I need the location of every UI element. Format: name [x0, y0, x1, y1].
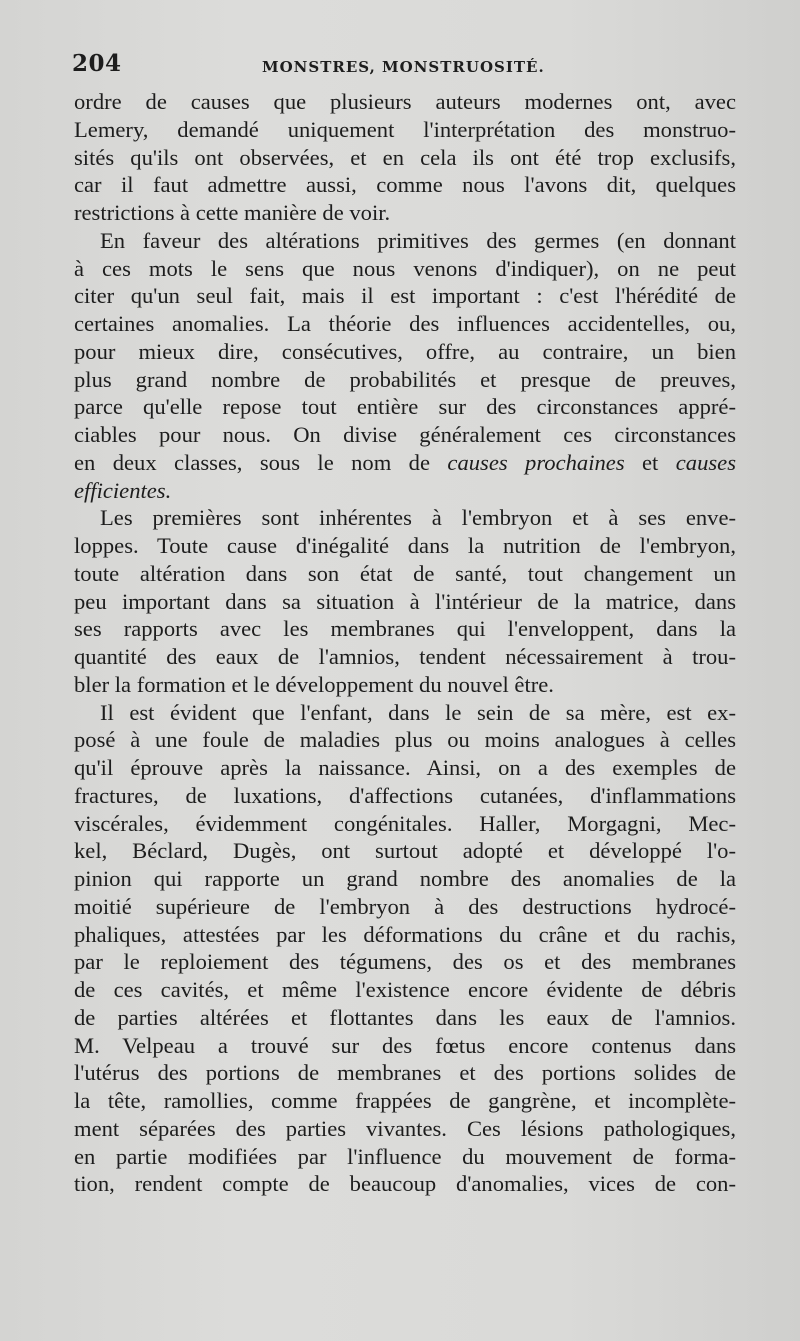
line-text: ses rapports avec les membranes qui l'enveloppent, dans la: [74, 616, 736, 642]
line-text: ciables pour nous. On divise généralement ces circonstances: [74, 422, 736, 447]
line-text: Les premières sont inhérentes à l'embryon et à ses enve-: [100, 505, 736, 531]
line-text: bler la formation et le développement du nouvel être.: [74, 671, 554, 697]
line-text: citer qu'un seul fait, mais il est important : c'est l'hérédité de: [74, 283, 736, 309]
line-text: loppes. Toute cause d'inégalité dans la nutrition de l'embryon,: [74, 533, 736, 558]
line-text: Lemery, demandé uniquement l'interprétation des monstruo-: [74, 116, 736, 142]
line-text: tion, rendent compte de beaucoup d'anomalies, vices de con-: [74, 1171, 736, 1197]
line-text: pinion qui rapporte un grand nombre des anomalies de la: [74, 866, 736, 891]
line-text: par le reploiement des tégumens, des os et des membranes: [74, 949, 736, 975]
line-text: à ces mots le sens que nous venons d'indiquer), on ne peut: [74, 255, 736, 281]
page-header: [72, 50, 736, 86]
text-line: [74, 921, 736, 949]
text-line: [74, 477, 736, 505]
text-line: [74, 1170, 736, 1198]
line-text: ordre de causes que plusieurs auteurs modernes ont, avec: [74, 89, 736, 114]
text-line: [74, 948, 736, 976]
text-line: [74, 1143, 736, 1171]
text-line: [74, 1059, 736, 1087]
text-line: [74, 393, 736, 421]
line-text: car il faut admettre aussi, comme nous l'avons dit, quelques: [74, 172, 736, 198]
text-line: [74, 1032, 736, 1060]
line-text: restrictions à cette manière de voir.: [74, 200, 391, 225]
text-line: [74, 504, 736, 532]
text-line: [74, 1004, 736, 1032]
line-text: kel, Béclard, Dugès, ont surtout adopté et développé l'o-: [74, 838, 736, 864]
line-text: sités qu'ils ont observées, et en cela ils ont été trop exclusifs,: [74, 144, 736, 170]
text-line: [74, 1115, 736, 1143]
line-text: certaines anomalies. La théorie des influences accidentelles, ou,: [74, 311, 736, 336]
text-line: [74, 421, 736, 449]
text-line: [74, 1087, 736, 1115]
text-line: [74, 726, 736, 754]
text-line: [74, 88, 736, 116]
line-text: fractures, de luxations, d'affections cutanées, d'inflammations: [74, 782, 736, 808]
text-line: [74, 171, 736, 199]
text-line: [74, 893, 736, 921]
italic-text: causes prochaines: [447, 449, 625, 475]
line-text: ment séparées des parties vivantes. Ces lésions pathologiques,: [74, 1115, 736, 1141]
line-text: M. Velpeau a trouvé sur des fœtus encore contenus dans: [74, 1032, 736, 1058]
text-line: [74, 671, 736, 699]
text-line: [74, 643, 736, 671]
text-line: [74, 837, 736, 865]
line-text: la tête, ramollies, comme frappées de gangrène, et incomplète-: [74, 1088, 736, 1113]
line-text: en deux classes, sous le nom de: [74, 449, 431, 475]
text-line: [74, 782, 736, 810]
line-text: phaliques, attestées par les déformations du crâne et du rachis,: [74, 921, 736, 947]
text-line: [74, 366, 736, 394]
text-line: [74, 449, 736, 477]
text-line: [74, 227, 736, 255]
text-line: [74, 338, 736, 366]
text-line: [74, 560, 736, 588]
italic-text: efficientes.: [74, 477, 172, 503]
text-line: [74, 810, 736, 838]
line-text: peu important dans sa situation à l'intérieur de la matrice, dans: [74, 588, 736, 614]
line-text: de ces cavités, et même l'existence encore évidente de débris: [74, 977, 736, 1002]
line-text: qu'il éprouve après la naissance. Ainsi, on a des exemples de: [74, 755, 736, 780]
text-line: [74, 754, 736, 782]
line-text: posé à une foule de maladies plus ou moins analogues à celles: [74, 727, 736, 753]
line-text: Il est évident que l'enfant, dans le sein de sa mère, est ex-: [100, 699, 736, 725]
text-line: [74, 199, 736, 227]
text-line: [74, 532, 736, 560]
running-head: MONSTRES, MONSTRUOSITÉ.: [262, 58, 545, 76]
line-text: En faveur des altérations primitives des germes (en donnant: [100, 227, 736, 253]
line-text: pour mieux dire, consécutives, offre, au contraire, un bien: [74, 338, 736, 364]
text-line: [74, 865, 736, 893]
text-line: [74, 255, 736, 283]
text-line: [74, 699, 736, 727]
italic-text: causes: [675, 449, 736, 475]
line-text: et: [642, 449, 659, 475]
line-text: viscérales, évidemment congénitales. Haller, Morgagni, Mec-: [74, 810, 736, 836]
line-text: toute altération dans son état de santé, tout changement un: [74, 560, 736, 586]
line-text: de parties altérées et flottantes dans les eaux de l'amnios.: [74, 1004, 736, 1030]
body-text: [74, 88, 736, 1198]
line-text: en partie modifiées par l'influence du mouvement de forma-: [74, 1143, 736, 1169]
line-text: l'utérus des portions de membranes et des portions solides de: [74, 1060, 736, 1086]
text-line: [74, 282, 736, 310]
text-line: [74, 976, 736, 1004]
page-number: 204: [72, 50, 122, 77]
line-text: plus grand nombre de probabilités et presque de preuves,: [74, 366, 736, 392]
line-text: moitié supérieure de l'embryon à des destructions hydrocé-: [74, 893, 736, 919]
text-line: [74, 310, 736, 338]
line-text: quantité des eaux de l'amnios, tendent nécessairement à trou-: [74, 644, 736, 669]
text-line: [74, 144, 736, 172]
text-line: [74, 615, 736, 643]
line-text: parce qu'elle repose tout entière sur des circonstances appré-: [74, 394, 736, 420]
text-line: [74, 588, 736, 616]
text-line: [74, 116, 736, 144]
